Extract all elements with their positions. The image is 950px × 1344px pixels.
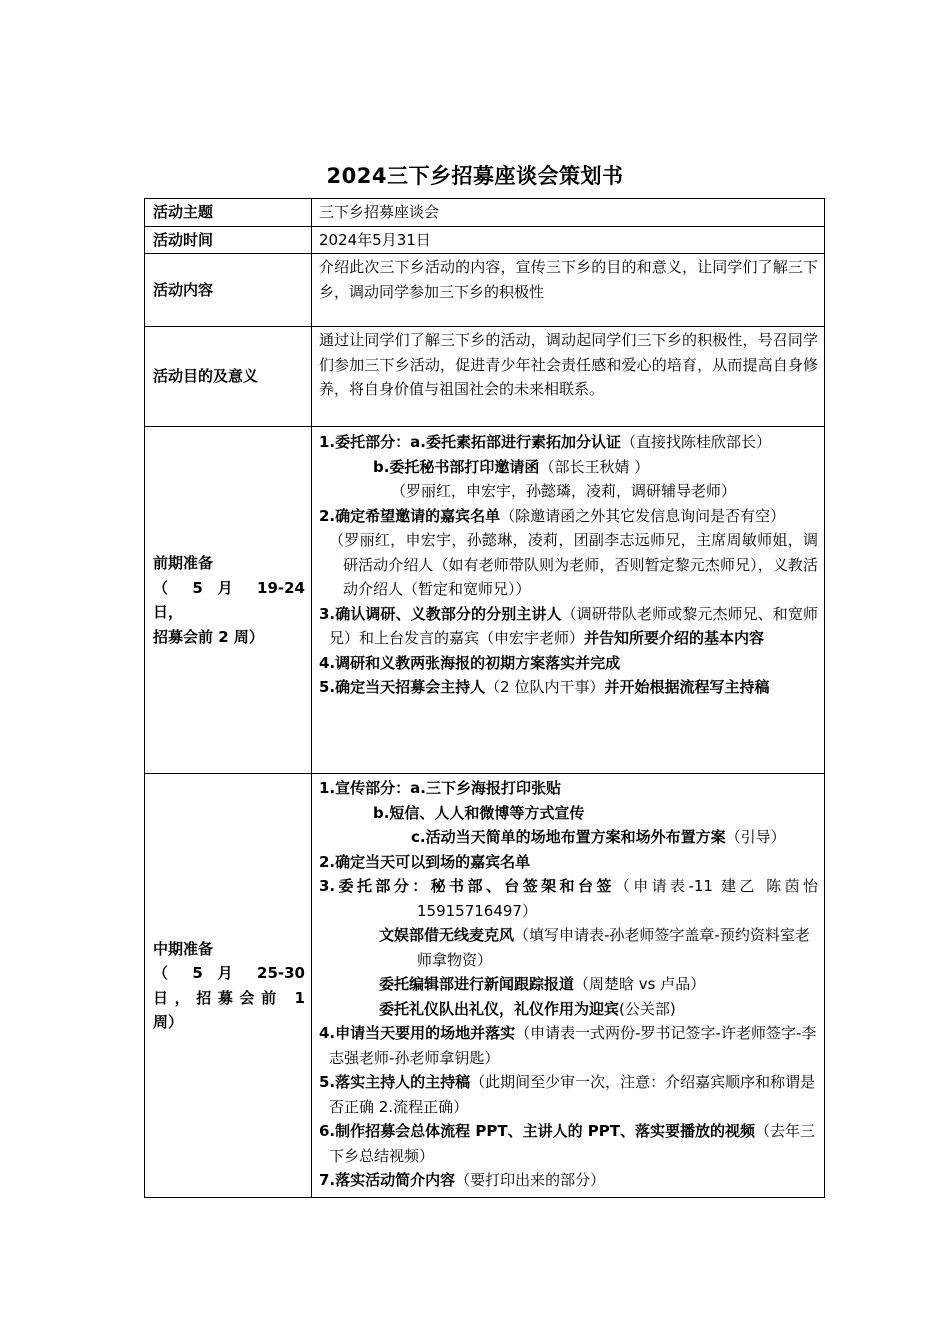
early-item-1c: （罗丽红，申宏宇，孙懿璘，凌莉，调研辅导老师） <box>391 482 737 500</box>
mid-item-1b: b.短信、人人和微博等方式宣传 <box>373 803 585 822</box>
table-row-content <box>145 254 825 327</box>
value-content: 介绍此次三下乡活动的内容，宣传三下乡的目的和意义，让同学们了解三下乡，调动同学参加三下乡的积极性 <box>312 254 825 327</box>
mid-item-2: 2.确定当天可以到场的嘉宾名单 <box>319 852 531 871</box>
mid-item-3d: 委托礼仪队出礼仪，礼仪作用为迎宾(公关部) <box>379 999 676 1018</box>
label-purpose: 活动目的及意义 <box>145 327 312 427</box>
mid-item-3b: 文娱部借无线麦克风（填写申请表-孙老师签字盖章-预约资料室老师拿物资） <box>379 926 810 969</box>
label-theme: 活动主题 <box>145 199 312 227</box>
mid-label-title: 中期准备 <box>153 939 214 958</box>
early-item-3: 3.确认调研、义教部分的分别主讲人（调研带队老师或黎元杰师兄、和宽师兄）和上台发言的嘉宾（申宏宇老师）并告知所要介绍的基本内容 <box>319 604 818 647</box>
mid-item-3c: 委托编辑部进行新闻跟踪报道（周楚晗 vs 卢品） <box>379 975 706 993</box>
table-row-time <box>145 226 825 254</box>
label-mid <box>145 774 312 1198</box>
value-purpose: 通过让同学们了解三下乡的活动，调动起同学们三下乡的积极性，号召同学们参加三下乡活动，促进青少年社会责任感和爱心的培育，从而提高自身修养，将自身价值与祖国社会的未来相联系。 <box>312 327 825 427</box>
document-title: 2024三下乡招募座谈会策划书 <box>326 164 624 188</box>
mid-label-day: 日，招募会前 1 <box>153 988 305 1007</box>
early-item-4: 4.调研和义教两张海报的初期方案落实并完成 <box>319 653 621 672</box>
mid-label-date: （ 5 月 25-30 <box>153 964 305 982</box>
early-label-weeks: 招募会前 2 周） <box>153 627 264 646</box>
value-mid <box>312 774 825 1198</box>
early-item-2: 2.确定希望邀请的嘉宾名单（除邀请函之外其它发信息询问是否有空） <box>319 506 786 525</box>
value-time: 2024年5月31日 <box>312 226 825 254</box>
early-item-2-list: （罗丽红，申宏宇，孙懿琳，凌莉，团副李志远师兄，主席周敏师姐，调研活动介绍人（如有老师带队则为老师，否则暂定黎元杰师兄），义教活动介绍人（暂定和宽师兄）） <box>329 531 818 598</box>
table-row-mid <box>145 774 825 1198</box>
value-theme: 三下乡招募座谈会 <box>312 199 825 227</box>
mid-item-5: 5.落实主持人的主持稿（此期间至少审一次，注意：介绍嘉宾顺序和称谓是否正确 2.流程正确） <box>319 1073 816 1116</box>
early-item-5: 5.确定当天招募会主持人（2 位队内干事）并开始根据流程写主持稿 <box>319 678 770 696</box>
early-label-day: 日， <box>153 603 184 621</box>
early-label-date: （ 5 月 19-24 <box>153 578 305 597</box>
label-time: 活动时间 <box>145 226 312 254</box>
table-row-purpose <box>145 327 825 427</box>
mid-item-4: 4.申请当天要用的场地并落实（申请表一式两份-罗书记签字-许老师签字-李志强老师-孙老师拿钥匙） <box>319 1024 817 1067</box>
table-row-theme <box>145 199 825 227</box>
mid-item-3: 3.委托部分：秘书部、台签架和台签（申请表-11 建乙 陈茵怡 15915716497） <box>319 877 818 920</box>
label-early <box>145 427 312 774</box>
early-label-title: 前期准备 <box>153 554 214 572</box>
mid-item-7: 7.落实活动简介内容（要打印出来的部分） <box>319 1171 606 1189</box>
mid-item-1: 1.宣传部分：a.三下乡海报打印张贴 <box>319 779 561 797</box>
mid-label-weeks: 周） <box>153 1013 184 1031</box>
mid-item-6: 6.制作招募会总体流程 PPT、主讲人的 PPT、落实要播放的视频（去年三下乡总结视频） <box>319 1122 816 1165</box>
early-item-1: 1.委托部分：a.委托素拓部进行素拓加分认证（直接找陈桂欣部长） <box>319 433 771 451</box>
plan-table <box>144 198 825 1198</box>
value-early <box>312 427 825 774</box>
mid-item-1c: c.活动当天简单的场地布置方案和场外布置方案（引导） <box>411 828 786 846</box>
label-content: 活动内容 <box>145 254 312 327</box>
table-row-early <box>145 427 825 774</box>
early-item-1b: b.委托秘书部打印邀请函（部长王秋婧 ） <box>373 457 650 476</box>
